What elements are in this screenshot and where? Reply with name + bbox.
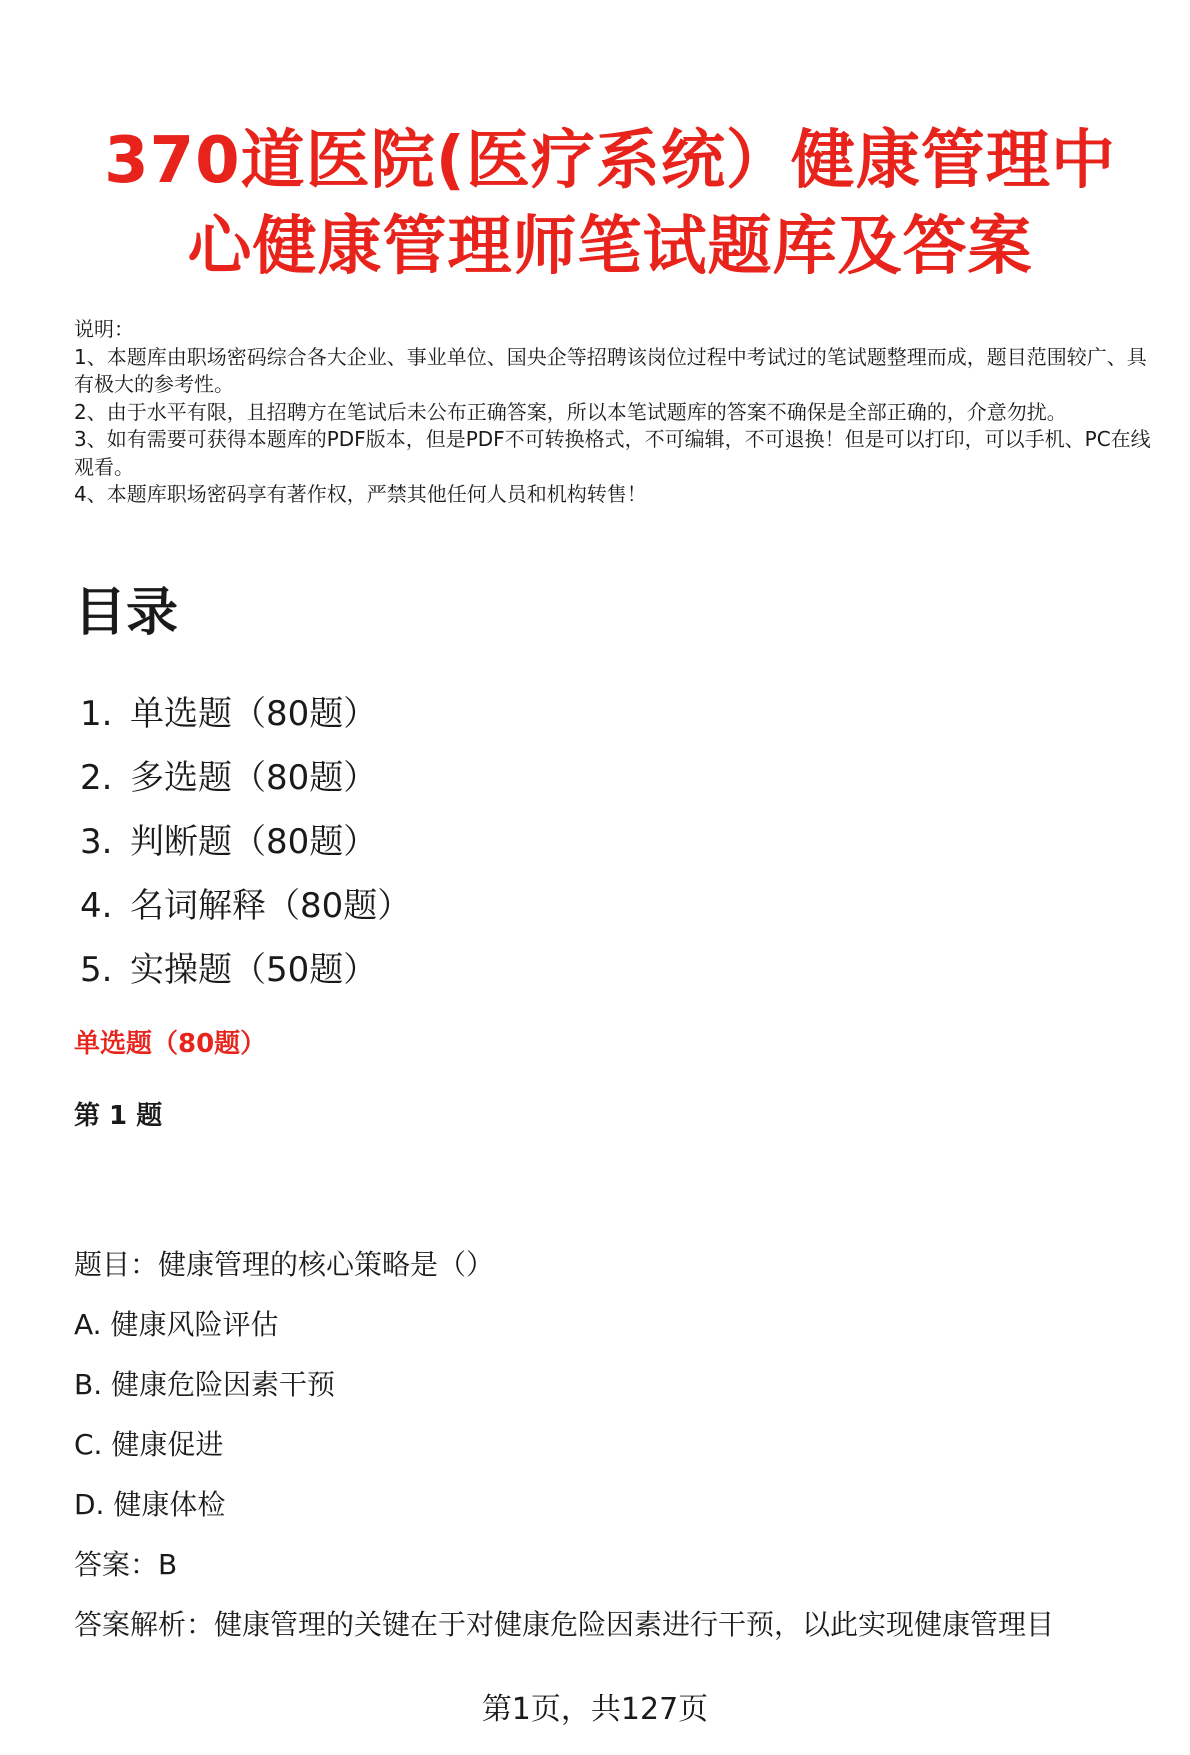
question-explanation: 答案解析：健康管理的关键在于对健康危险因素进行干预，以此实现健康管理目 bbox=[74, 1608, 1055, 1641]
question-answer: 答案：B bbox=[74, 1548, 178, 1581]
notes-heading: 说明： bbox=[74, 317, 134, 341]
toc-item-number: 3. bbox=[80, 822, 113, 862]
document-title bbox=[80, 118, 1140, 290]
toc-item[interactable] bbox=[80, 810, 411, 874]
toc-item-number: 4. bbox=[80, 886, 113, 926]
toc-item[interactable] bbox=[80, 682, 411, 746]
notes-block bbox=[74, 316, 1154, 509]
toc-item-label: 判断题（80题） bbox=[130, 822, 378, 862]
notes-item: 1、本题库由职场密码综合各大企业、事业单位、国央企等招聘该岗位过程中考试过的笔试题整理而成，题目范围较广、具有极大的参考性。 bbox=[74, 344, 1147, 396]
toc-item-label: 名词解释（80题） bbox=[130, 886, 412, 926]
question-option: C. 健康促进 bbox=[74, 1428, 224, 1461]
toc-heading: 目录 bbox=[74, 583, 179, 643]
question-option: D. 健康体检 bbox=[74, 1488, 226, 1521]
title-line-1: 370道医院(医疗系统）健康管理中 bbox=[104, 124, 1116, 198]
question-number: 第 1 题 bbox=[74, 1101, 163, 1131]
question-option: A. 健康风险评估 bbox=[74, 1308, 279, 1341]
notes-item: 3、如有需要可获得本题库的PDF版本，但是PDF不可转换格式，不可编辑，不可退换！但是可以打印，可以手机、PC在线观看。 bbox=[74, 427, 1151, 479]
toc-item-label: 多选题（80题） bbox=[130, 758, 378, 798]
toc-item-number: 5. bbox=[80, 950, 113, 990]
toc-item[interactable] bbox=[80, 874, 411, 938]
toc-list bbox=[80, 682, 411, 1002]
notes-item: 4、本题库职场密码享有著作权，严禁其他任何人员和机构转售！ bbox=[74, 482, 647, 506]
toc-item-number: 2. bbox=[80, 758, 113, 798]
page-footer: 第1页，共127页 bbox=[481, 1692, 709, 1727]
question-option: B. 健康危险因素干预 bbox=[74, 1368, 336, 1401]
question-stem: 题目：健康管理的核心策略是（） bbox=[74, 1248, 495, 1281]
toc-item[interactable] bbox=[80, 938, 411, 1002]
toc-item-label: 实操题（50题） bbox=[130, 950, 378, 990]
notes-item: 2、由于水平有限，且招聘方在笔试后未公布正确答案，所以本笔试题库的答案不确保是全部正确的，介意勿扰。 bbox=[74, 399, 1067, 424]
title-line-2: 心健康管理师笔试题库及答案 bbox=[187, 210, 1033, 284]
toc-item-number: 1. bbox=[80, 694, 113, 734]
section-title: 单选题（80题） bbox=[74, 1029, 267, 1059]
toc-item[interactable] bbox=[80, 746, 411, 810]
question-block bbox=[74, 1243, 1134, 1663]
toc-item-label: 单选题（80题） bbox=[130, 694, 378, 734]
